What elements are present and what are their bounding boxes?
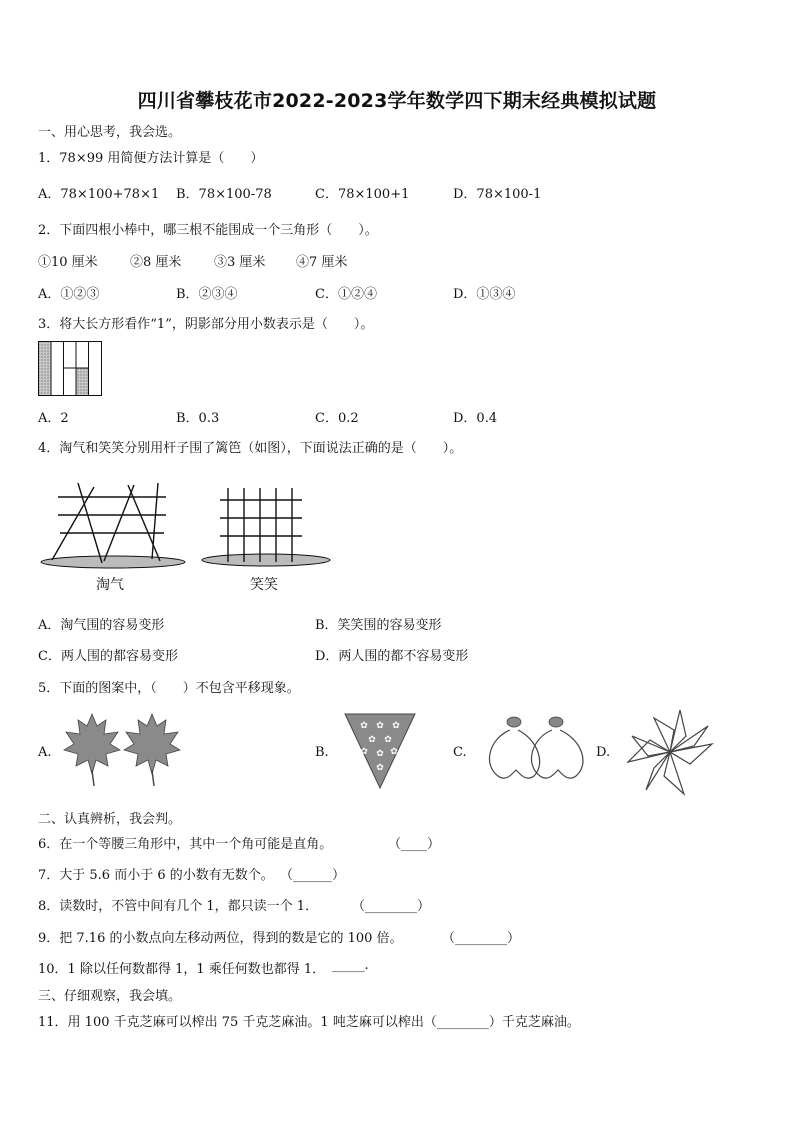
q5-hearts-figure [480,712,592,792]
q10-stem: 10．1 除以任何数都得 1，1 乘任何数也都得 1． [38,962,326,977]
q5-pinwheel-figure [624,706,716,798]
q5-option-d: D. [596,745,611,760]
q4-stem: 4．淘气和笑笑分别用杆子围了篱笆（如图），下面说法正确的是（ ）。 [38,441,463,456]
taoqi-label: 淘气 [96,577,124,593]
svg-text:✿: ✿ [376,721,384,731]
q3-option-d: D．0.4 [453,411,498,426]
q6-answer-blank[interactable]: （____） [388,837,441,852]
q2-stick-4: ④7 厘米 [296,255,348,270]
q3-option-b: B．0.3 [176,411,220,426]
taoqi-fence-figure [38,475,188,575]
q2-option-a: A．①②③ [38,287,100,302]
q2-stick-1: ①10 厘米 [38,255,98,270]
xiaoxiao-label: 笑笑 [250,577,278,593]
q4-option-b: B．笑笑围的容易变形 [315,618,442,633]
q7-answer-blank[interactable]: （______） [280,868,346,883]
q7-stem: 7．大于 5.6 而小于 6 的小数有无数个。 [38,868,274,883]
q5-stem: 5．下面的图案中，（ ）不包含平移现象。 [38,681,300,696]
q2-stick-2: ②8 厘米 [130,255,182,270]
section-2-heading: 二、认真辨析，我会判。 [38,812,182,827]
q1-option-c: C．78×100+1 [315,187,410,202]
q9-answer-blank[interactable]: （________） [442,931,521,946]
q3-rectangle-figure [38,341,102,396]
q8-answer-blank[interactable]: （________） [352,899,431,914]
q2-stem: 2．下面四根小棒中，哪三根不能围成一个三角形（ ）。 [38,223,378,238]
q4-option-d: D．两人围的都不容易变形 [315,649,469,664]
q9-stem: 9．把 7.16 的小数点向左移动两位，得到的数是它的 100 倍。 [38,931,403,946]
q1-option-d: D．78×100-1 [453,187,542,202]
q2-option-b: B．②③④ [176,287,238,302]
q5-triangle-flowers-figure [344,712,416,790]
q1-option-a: A．78×100+78×1 [38,187,160,202]
q3-stem: 3．将大长方形看作“1”，阴影部分用小数表示是（ ）。 [38,317,374,332]
q5-maple-leaves-figure [62,712,182,788]
q3-option-c: C．0.2 [315,411,359,426]
section-1-heading: 一、用心思考，我会选。 [38,125,182,140]
q5-option-b: B. [315,745,329,760]
shaded-strip-2 [76,368,88,396]
svg-text:✿: ✿ [376,763,384,773]
q8-stem: 8．读数时，不管中间有几个 1，都只读一个 1． [38,899,319,914]
q4-option-a: A．淘气围的容易变形 [38,618,165,633]
q3-option-a: A．2 [38,411,69,426]
svg-text:✿: ✿ [360,747,368,757]
q1-stem: 1．78×99 用简便方法计算是（ ） [38,151,264,166]
q2-option-c: C．①②④ [315,287,377,302]
q6-stem: 6．在一个等腰三角形中，其中一个角可能是直角。 [38,837,333,852]
shaded-strip-1 [39,342,51,396]
q2-option-d: D．①③④ [453,287,516,302]
q11-stem: 11．用 100 千克芝麻可以榨出 75 千克芝麻油。1 吨芝麻可以榨出（________）千克芝麻油。 [38,1015,580,1030]
xiaoxiao-fence-figure [198,482,338,574]
svg-text:✿: ✿ [390,747,398,757]
q2-stick-3: ③3 厘米 [214,255,266,270]
q10-answer-blank[interactable]: _____. [332,958,369,973]
q5-option-c: C. [453,745,467,760]
svg-text:✿: ✿ [392,721,400,731]
section-3-heading: 三、仔细观察，我会填。 [38,989,182,1004]
q1-option-b: B．78×100-78 [176,187,272,202]
page-title: 四川省攀枝花市2022-2023学年数学四下期末经典模拟试题 [137,90,657,112]
svg-text:✿: ✿ [376,749,384,759]
svg-text:✿: ✿ [360,721,368,731]
q4-option-c: C．两人围的都容易变形 [38,649,178,664]
svg-text:✿: ✿ [384,735,392,745]
svg-text:✿: ✿ [368,735,376,745]
q5-option-a: A. [38,745,52,760]
